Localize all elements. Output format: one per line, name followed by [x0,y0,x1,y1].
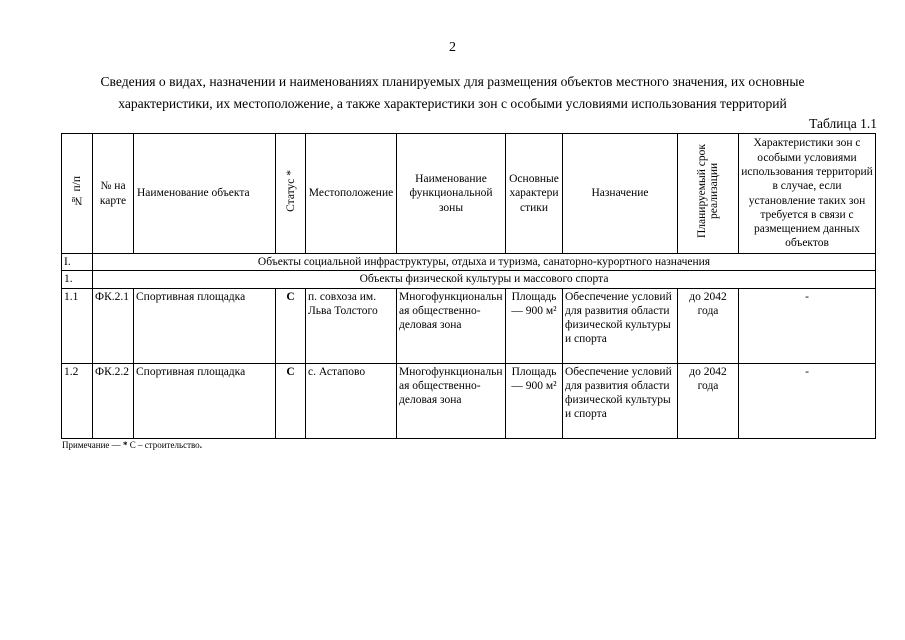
objects-table [61,133,876,439]
table-header-row [62,134,876,254]
row-map-num: ФК.2.1 [93,288,134,363]
table-row [62,363,876,438]
section-title: Объекты социальной инфраструктуры, отдыха и туризма, санаторно-курортного назначения [93,254,876,271]
section-num: 1. [62,271,93,288]
header-purpose: Назначение [563,134,678,254]
header-characteristics: Основные характеристики [506,134,563,254]
header-map-num: № на карте [93,134,134,254]
row-purpose: Обеспечение условий для развития области физической культуры и спорта [563,363,678,438]
header-status: Статус * [276,134,306,254]
row-name: Спортивная площадка [134,363,276,438]
footnote-label: Примечание — [62,440,121,450]
row-zone-conditions: - [739,288,876,363]
row-char-value: — 900 м² [511,304,557,317]
section-num: I. [62,254,93,271]
row-deadline: до 2042 года [678,363,739,438]
row-char-label: Площадь [511,365,557,378]
header-deadline: Планируемый срок реализации [678,134,739,254]
row-num: 1.2 [62,363,93,438]
table-label: Таблица 1.1 [809,116,877,131]
footnote [62,440,202,450]
page-number: 2 [449,40,456,55]
row-status: С [276,288,306,363]
row-purpose: Обеспечение условий для развития области физической культуры и спорта [563,288,678,363]
row-char-value: — 900 м² [511,379,557,392]
row-zone: Многофункциональная общественно-деловая зона [397,363,506,438]
section-row [62,254,876,271]
header-zone: Наименование функциональной зоны [397,134,506,254]
header-num: № п/п [62,134,93,254]
header-zone-conditions: Характеристики зон с особыми условиями использования территорий в случае, если установление таких зон требуется в связи с размещением данных объектов [739,134,876,254]
row-zone: Многофункциональная общественно-деловая зона [397,288,506,363]
header-location: Местоположение [306,134,397,254]
title-line-1: Сведения о видах, назначении и наименованиях планируемых для размещения объектов местного значения, их основные [100,74,805,89]
row-name: Спортивная площадка [134,288,276,363]
title-line-2: характеристики, их местоположение, а также характеристики зон с особыми условиями использования территорий [118,96,787,111]
footnote-dot: . [199,440,202,450]
section-row [62,271,876,288]
row-map-num: ФК.2.2 [93,363,134,438]
section-title: Объекты физической культуры и массового спорта [93,271,876,288]
row-characteristics [506,363,563,438]
row-location: п. совхоза им. Льва Толстого [306,288,397,363]
row-location: с. Астапово [306,363,397,438]
header-name: Наименование объекта [134,134,276,254]
row-char-label: Площадь [511,290,557,303]
document-title [40,71,865,115]
footnote-text: С – строительство [129,440,200,450]
row-characteristics [506,288,563,363]
table-row [62,288,876,363]
row-num: 1.1 [62,288,93,363]
row-deadline: до 2042 года [678,288,739,363]
footnote-star: * [122,440,128,450]
row-status: С [276,363,306,438]
row-zone-conditions: - [739,363,876,438]
